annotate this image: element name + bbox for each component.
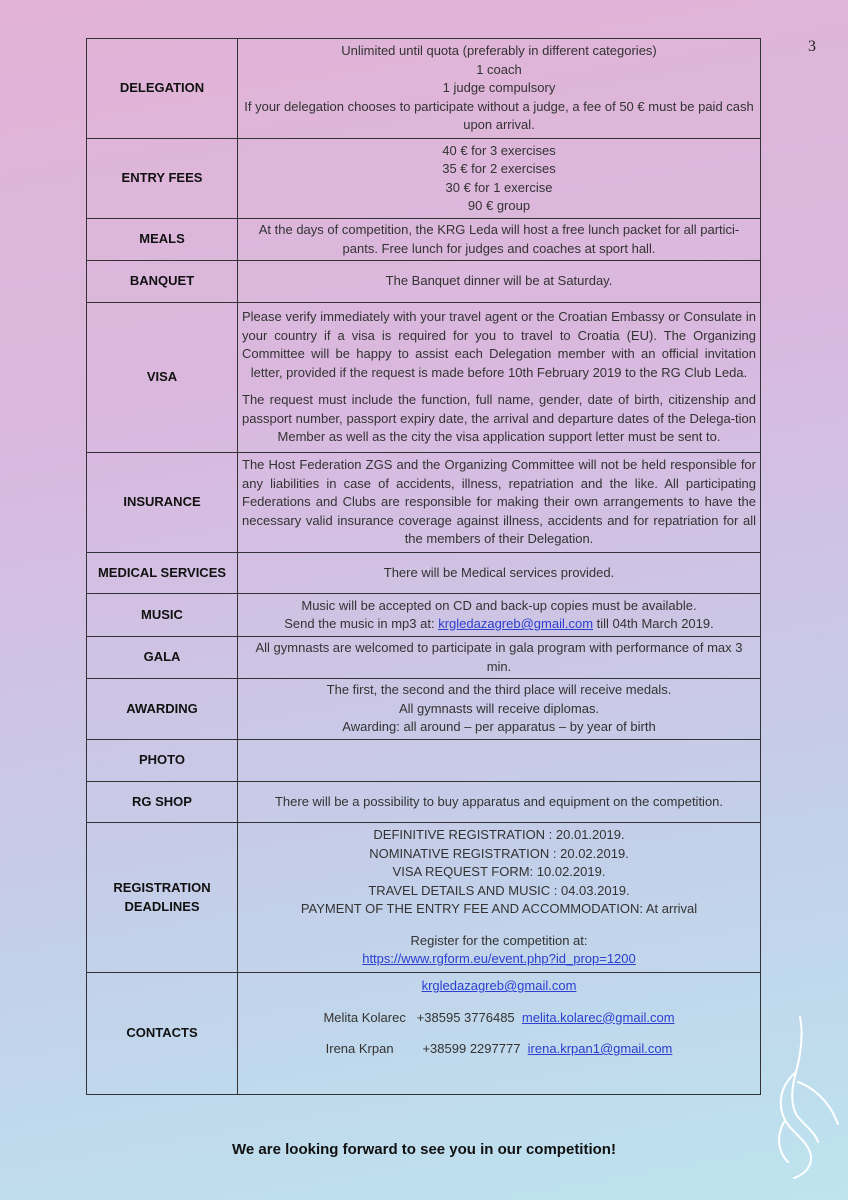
contact-phone: +38599 2297777	[422, 1041, 521, 1056]
deadline-line: DEFINITIVE REGISTRATION : 20.01.2019.	[373, 827, 625, 843]
row-entry-fees	[87, 139, 761, 219]
content-delegation	[238, 39, 761, 139]
label-contacts: CONTACTS	[87, 973, 238, 1095]
awarding-line: The first, the second and the third place will receive medals.	[326, 682, 672, 698]
deadline-line: VISA REQUEST FORM: 10.02.2019.	[392, 864, 606, 880]
deadline-line: TRAVEL DETAILS AND MUSIC : 04.03.2019.	[368, 882, 630, 898]
content-gala: All gymnasts are welcomed to participate in gala program with performance of max 3 min.	[238, 637, 761, 679]
label-deadlines: REGISTRATION DEADLINES	[87, 823, 238, 973]
contacts-email-link[interactable]: krgledazagreb@gmail.com	[421, 978, 577, 993]
row-gala	[87, 637, 761, 679]
content-awarding	[238, 679, 761, 740]
contact-name: Irena Krpan	[325, 1041, 394, 1056]
row-medical	[87, 553, 761, 594]
contact-person	[242, 1040, 756, 1059]
contact-email-link[interactable]: melita.kolarec@gmail.com	[521, 1009, 675, 1025]
content-medical: There will be Medical services provided.	[238, 553, 761, 594]
music-prefix: Send the music in mp3 at:	[284, 616, 435, 631]
contact-name: Melita Kolarec	[323, 1009, 406, 1025]
label-medical: MEDICAL SERVICES	[87, 553, 238, 594]
fee-line: 40 € for 3 exercises	[442, 142, 556, 158]
label-awarding: AWARDING	[87, 679, 238, 740]
row-meals	[87, 219, 761, 261]
row-deadlines	[87, 823, 761, 973]
label-rg-shop: RG SHOP	[87, 782, 238, 823]
music-line: Music will be accepted on CD and back-up copies must be available.	[301, 597, 697, 613]
content-photo	[238, 740, 761, 782]
content-meals: At the days of competition, the KRG Leda will host a free lunch packet for all partici-pants. Free lunch for judges and coaches at sport hall.	[238, 219, 761, 261]
label-gala: GALA	[87, 637, 238, 679]
fee-line: 35 € for 2 exercises	[442, 161, 556, 176]
label-visa: VISA	[87, 303, 238, 453]
deadline-line: NOMINATIVE REGISTRATION : 20.02.2019.	[369, 845, 629, 861]
content-visa	[238, 303, 761, 453]
register-text: Register for the competition at:	[410, 932, 588, 948]
delegation-line: If your delegation chooses to participate without a judge, a fee of 50 € must be paid cash upon arrival.	[244, 98, 754, 133]
row-insurance	[87, 453, 761, 553]
fee-line: 30 € for 1 exercise	[445, 179, 553, 195]
fee-line: 90 € group	[467, 198, 531, 213]
awarding-line: Awarding: all around – per apparatus – by year of birth	[342, 719, 656, 735]
label-insurance: INSURANCE	[87, 453, 238, 553]
deadline-line: PAYMENT OF THE ENTRY FEE AND ACCOMMODATION: At arrival	[300, 901, 698, 917]
row-banquet	[87, 261, 761, 303]
content-contacts	[238, 973, 761, 1095]
content-music	[238, 594, 761, 637]
row-rg-shop	[87, 782, 761, 823]
music-email-link[interactable]: krgledazagreb@gmail.com	[438, 616, 594, 631]
row-awarding	[87, 679, 761, 740]
visa-paragraph: The request must include the function, full name, gender, date of birth, citizenship and passport number, passport expiry date, the arrival and departure dates of the Delega-tion Member as well as the city the visa application support letter must be sent to.	[242, 392, 756, 445]
page-number: 3	[808, 38, 816, 55]
visa-paragraph: Please verify immediately with your travel agent or the Croatian Embassy or Consulate in your country if a visa is required for you to travel to Croatia (EU). The Organizing Committee will be happy to assist each Delegation member with an official invitation letter, provided if the request is made before 10th February 2019 to the RG Club Leda.	[242, 309, 756, 380]
label-photo: PHOTO	[87, 740, 238, 782]
content-deadlines	[238, 823, 761, 973]
row-contacts	[87, 973, 761, 1095]
label-music: MUSIC	[87, 594, 238, 637]
gymnast-ribbon-logo-icon	[770, 1012, 840, 1182]
delegation-line: Unlimited until quota (preferably in different categories)	[341, 43, 657, 59]
label-delegation: DELEGATION	[87, 39, 238, 139]
competition-info-table	[86, 38, 761, 1095]
content-rg-shop: There will be a possibility to buy apparatus and equipment on the competition.	[238, 782, 761, 823]
delegation-line: 1 coach	[476, 61, 522, 77]
music-suffix: till 04th March 2019.	[596, 616, 714, 631]
contact-phone: +38595 3776485	[416, 1009, 515, 1025]
row-music	[87, 594, 761, 637]
delegation-line: 1 judge compulsory	[442, 80, 556, 96]
row-delegation	[87, 39, 761, 139]
register-link[interactable]: https://www.rgform.eu/event.php?id_prop=1200	[362, 951, 636, 967]
footer-note: We are looking forward to see you in our competition!	[232, 1141, 616, 1158]
label-banquet: BANQUET	[87, 261, 238, 303]
music-line-2	[242, 615, 756, 634]
content-entry-fees	[238, 139, 761, 219]
contact-email-link[interactable]: irena.krpan1@gmail.com	[527, 1041, 673, 1056]
content-insurance: The Host Federation ZGS and the Organizing Committee will not be held responsible for any liabilities in case of accidents, illness, repatriation and the like. All participating Federations and Clubs are responsible for making their own arrangements to have the necessary valid insurance coverage against illness, accidents and for repatriation for all the members of their Delegation.	[238, 453, 761, 553]
content-banquet: The Banquet dinner will be at Saturday.	[238, 261, 761, 303]
label-entry-fees: ENTRY FEES	[87, 139, 238, 219]
contact-person	[242, 1009, 756, 1028]
awarding-line: All gymnasts will receive diplomas.	[398, 700, 600, 716]
label-meals: MEALS	[87, 219, 238, 261]
row-photo	[87, 740, 761, 782]
row-visa	[87, 303, 761, 453]
